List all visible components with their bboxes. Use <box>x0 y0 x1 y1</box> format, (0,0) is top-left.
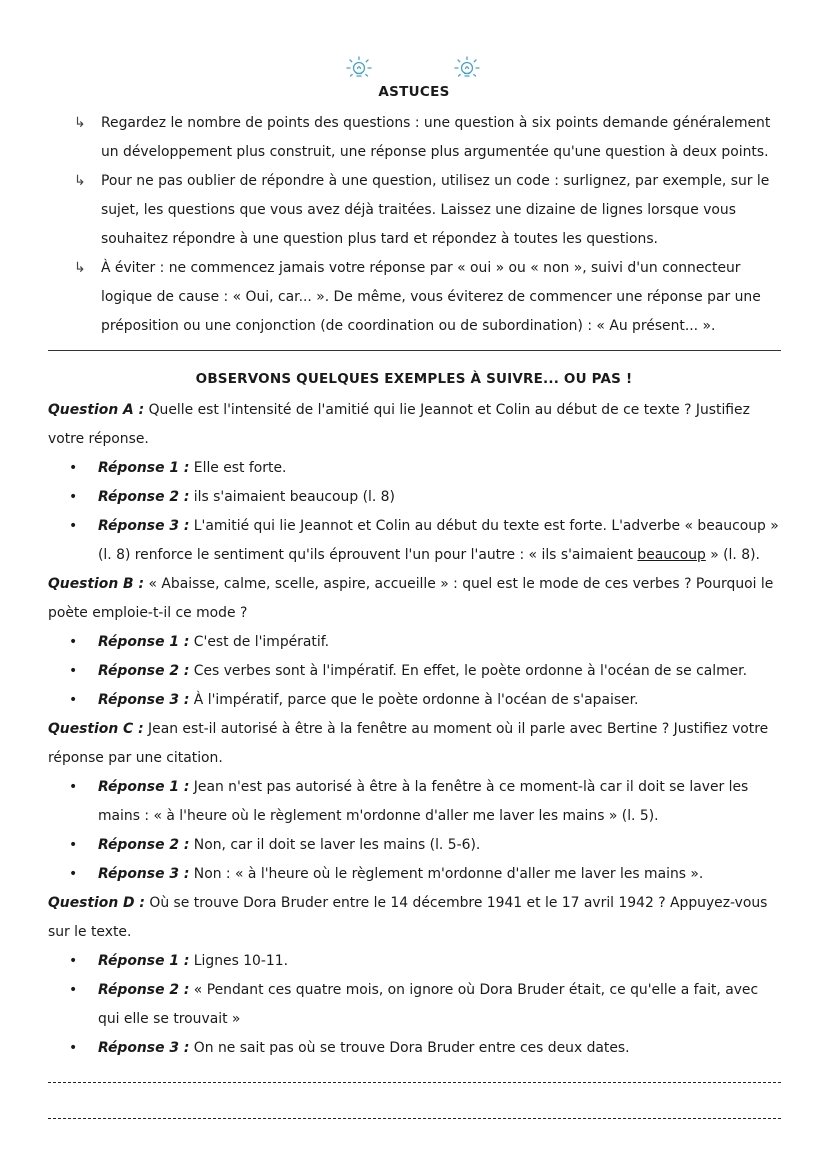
bullet-icon: • <box>69 518 78 534</box>
question-b <box>48 570 780 628</box>
answer-list <box>48 454 780 570</box>
answer-label: Réponse 3 : <box>98 1040 190 1056</box>
answer-text: Non : « à l'heure où le règlement m'ordonne d'aller me laver les mains ». <box>189 866 704 882</box>
answer-text: « Pendant ces quatre mois, on ignore où Dora Bruder était, ce qu'elle a fait, avec qui elle se trouvait » <box>98 982 759 1027</box>
list-item <box>48 454 780 483</box>
answer-text: L'amitié qui lie Jeannot et Colin au début du texte est forte. L'adverbe « beaucoup » (l. 8) renforce le sentiment qu'ils éprouvent l'un pour l'autre : « ils s'aimaient <box>98 518 779 563</box>
answer-text: Jean n'est pas autorisé à être à la fenêtre à ce moment-là car il doit se laver les mains : « à l'heure où le règlement m'ordonne d'aller me laver les mains » (l. 5). <box>98 779 749 824</box>
question-text: « Abaisse, calme, scelle, aspire, accueille » : quel est le mode de ces verbes ? Pourquoi le poète emploie-t-il ce mode ? <box>48 576 774 621</box>
tips-list <box>74 109 784 341</box>
bullet-icon: • <box>69 779 78 795</box>
answer-label: Réponse 2 : <box>98 489 190 505</box>
answer-writing-line <box>48 1082 781 1083</box>
bullet-icon: • <box>69 982 78 998</box>
question-label: Question A : <box>48 402 145 418</box>
section-title: OBSERVONS QUELQUES EXEMPLES À SUIVRE... OU PAS ! <box>195 371 633 387</box>
answer-label: Réponse 3 : <box>98 518 190 534</box>
answer-label: Réponse 1 : <box>98 953 190 969</box>
question-label: Question C : <box>48 721 144 737</box>
bullet-icon: • <box>69 1040 78 1056</box>
lightbulb-icon <box>450 54 484 86</box>
list-item <box>48 512 780 570</box>
tip-item <box>74 109 784 167</box>
list-item <box>48 628 780 657</box>
answer-text: Non, car il doit se laver les mains (l. 5-6). <box>189 837 481 853</box>
answer-label: Réponse 3 : <box>98 866 190 882</box>
answer-text: Lignes 10-11. <box>189 953 289 969</box>
underlined-word: beaucoup <box>637 547 706 563</box>
question-label: Question D : <box>48 895 145 911</box>
answer-text: À l'impératif, parce que le poète ordonne à l'océan de s'apaiser. <box>189 692 639 708</box>
tip-text: Pour ne pas oublier de répondre à une question, utilisez un code : surlignez, par exemple, sur le sujet, les questions que vous avez déjà traitées. Laissez une dizaine de lignes lorsque vous souhaitez répondre à une question plus tard et répondez à toutes les questions. <box>101 173 770 247</box>
answer-list <box>48 947 780 1063</box>
answer-text: On ne sait pas où se trouve Dora Bruder entre ces deux dates. <box>189 1040 630 1056</box>
list-item <box>48 686 780 715</box>
list-item <box>48 483 780 512</box>
bullet-icon: • <box>69 953 78 969</box>
tip-item <box>74 254 784 341</box>
answer-text: ils s'aimaient beaucoup (l. 8) <box>189 489 395 505</box>
bullet-icon: • <box>69 837 78 853</box>
list-item <box>48 657 780 686</box>
answer-label: Réponse 1 : <box>98 634 190 650</box>
answer-label: Réponse 1 : <box>98 779 190 795</box>
lightbulb-icon <box>342 54 376 86</box>
return-arrow-icon: ↳ <box>74 115 86 131</box>
examples-content <box>48 396 780 1063</box>
return-arrow-icon: ↳ <box>74 173 86 189</box>
astuces-title: ASTUCES <box>378 84 450 100</box>
bullet-icon: • <box>69 634 78 650</box>
answer-list <box>48 628 780 715</box>
answer-text: Elle est forte. <box>189 460 287 476</box>
list-item <box>48 860 780 889</box>
list-item <box>48 773 780 831</box>
list-item <box>48 976 780 1034</box>
answer-list <box>48 773 780 889</box>
bullet-icon: • <box>69 663 78 679</box>
bullet-icon: • <box>69 866 78 882</box>
answer-label: Réponse 1 : <box>98 460 190 476</box>
astuces-header <box>0 54 828 100</box>
tip-text: Regardez le nombre de points des questions : une question à six points demande généralement un développement plus construit, une réponse plus argumentée qu'une question à deux points. <box>101 115 771 160</box>
answer-label: Réponse 3 : <box>98 692 190 708</box>
question-a <box>48 396 780 454</box>
answer-label: Réponse 2 : <box>98 982 190 998</box>
bullet-icon: • <box>69 489 78 505</box>
question-text: Jean est-il autorisé à être à la fenêtre au moment où il parle avec Bertine ? Justifiez votre réponse par une citation. <box>48 721 769 766</box>
tip-item <box>74 167 784 254</box>
question-text: Où se trouve Dora Bruder entre le 14 décembre 1941 et le 17 avril 1942 ? Appuyez-vous sur le texte. <box>48 895 768 940</box>
answer-label: Réponse 2 : <box>98 837 190 853</box>
section-divider <box>48 350 781 351</box>
list-item <box>48 831 780 860</box>
answer-text: C'est de l'impératif. <box>189 634 330 650</box>
question-text: Quelle est l'intensité de l'amitié qui lie Jeannot et Colin au début de ce texte ? Justifiez votre réponse. <box>48 402 750 447</box>
answer-text: » (l. 8). <box>705 547 760 563</box>
bullet-icon: • <box>69 692 78 708</box>
answer-label: Réponse 2 : <box>98 663 190 679</box>
list-item <box>48 1034 780 1063</box>
answer-writing-line <box>48 1118 781 1119</box>
question-label: Question B : <box>48 576 145 592</box>
question-d <box>48 889 780 947</box>
tip-text: À éviter : ne commencez jamais votre réponse par « oui » ou « non », suivi d'un connecteur logique de cause : « Oui, car... ». De même, vous éviterez de commencer une réponse par une préposition ou une conjonction (de coordination ou de subordination) : « Au présent... ». <box>101 260 761 334</box>
list-item <box>48 947 780 976</box>
bullet-icon: • <box>69 460 78 476</box>
question-c <box>48 715 780 773</box>
answer-text: Ces verbes sont à l'impératif. En effet, le poète ordonne à l'océan de se calmer. <box>189 663 748 679</box>
return-arrow-icon: ↳ <box>74 260 86 276</box>
